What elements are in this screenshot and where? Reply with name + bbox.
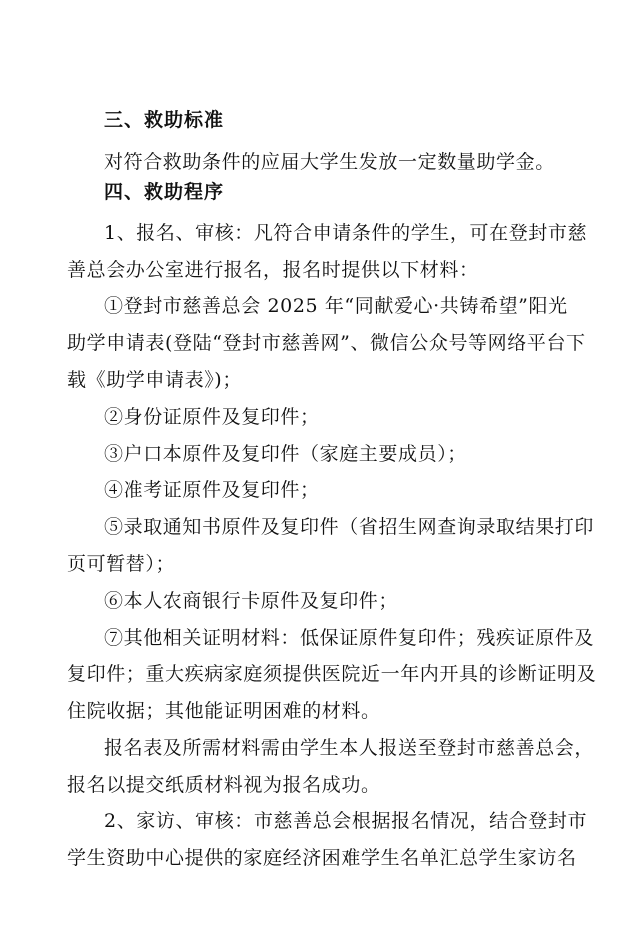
section-heading-relief-standard: 三、救助标准	[104, 109, 225, 131]
list-item-admission-notice: ⑤录取通知书原件及复印件（省招生网查询录取结果打印	[104, 516, 595, 538]
paragraph-line: 2、家访、审核：市慈善总会根据报名情况，结合登封市	[104, 810, 588, 832]
paragraph-line: 对符合救助条件的应届大学生发放一定数量助学金。	[104, 151, 555, 173]
paragraph-line: 善总会办公室进行报名，报名时提供以下材料：	[67, 259, 479, 281]
list-item-id-card: ②身份证原件及复印件；	[104, 406, 320, 428]
list-item-admission-ticket: ④准考证原件及复印件；	[104, 479, 320, 501]
paragraph-line: 学生资助中心提供的家庭经济困难学生名单汇总学生家访名	[67, 847, 577, 869]
paragraph-line: 报名表及所需材料需由学生本人报送至登封市慈善总会，	[104, 737, 595, 759]
paragraph-line: 住院收据；其他能证明困难的材料。	[67, 700, 381, 722]
paragraph-line: 报名以提交纸质材料视为报名成功。	[67, 774, 381, 796]
paragraph-line: 助学申请表(登陆“登封市慈善网”、微信公众号等网络平台下	[67, 332, 586, 354]
list-item-household-register: ③户口本原件及复印件（家庭主要成员）；	[104, 443, 467, 465]
section-heading-relief-procedure: 四、救助程序	[104, 181, 225, 203]
list-item-application-form: ①登封市慈善总会 2025 年“同献爱心·共铸希望”阳光	[104, 295, 568, 317]
list-item-other-proof: ⑦其他相关证明材料：低保证原件复印件；残疾证原件及	[104, 627, 595, 649]
paragraph-line: 复印件；重大疾病家庭须提供医院近一年内开具的诊断证明及	[67, 663, 597, 685]
paragraph-line: 页可暂替）；	[67, 553, 176, 575]
paragraph-line: 1、报名、审核：凡符合申请条件的学生，可在登封市慈	[104, 222, 588, 244]
list-item-bank-card: ⑥本人农商银行卡原件及复印件；	[104, 590, 399, 612]
paragraph-line: 载《助学申请表》)；	[67, 369, 242, 391]
